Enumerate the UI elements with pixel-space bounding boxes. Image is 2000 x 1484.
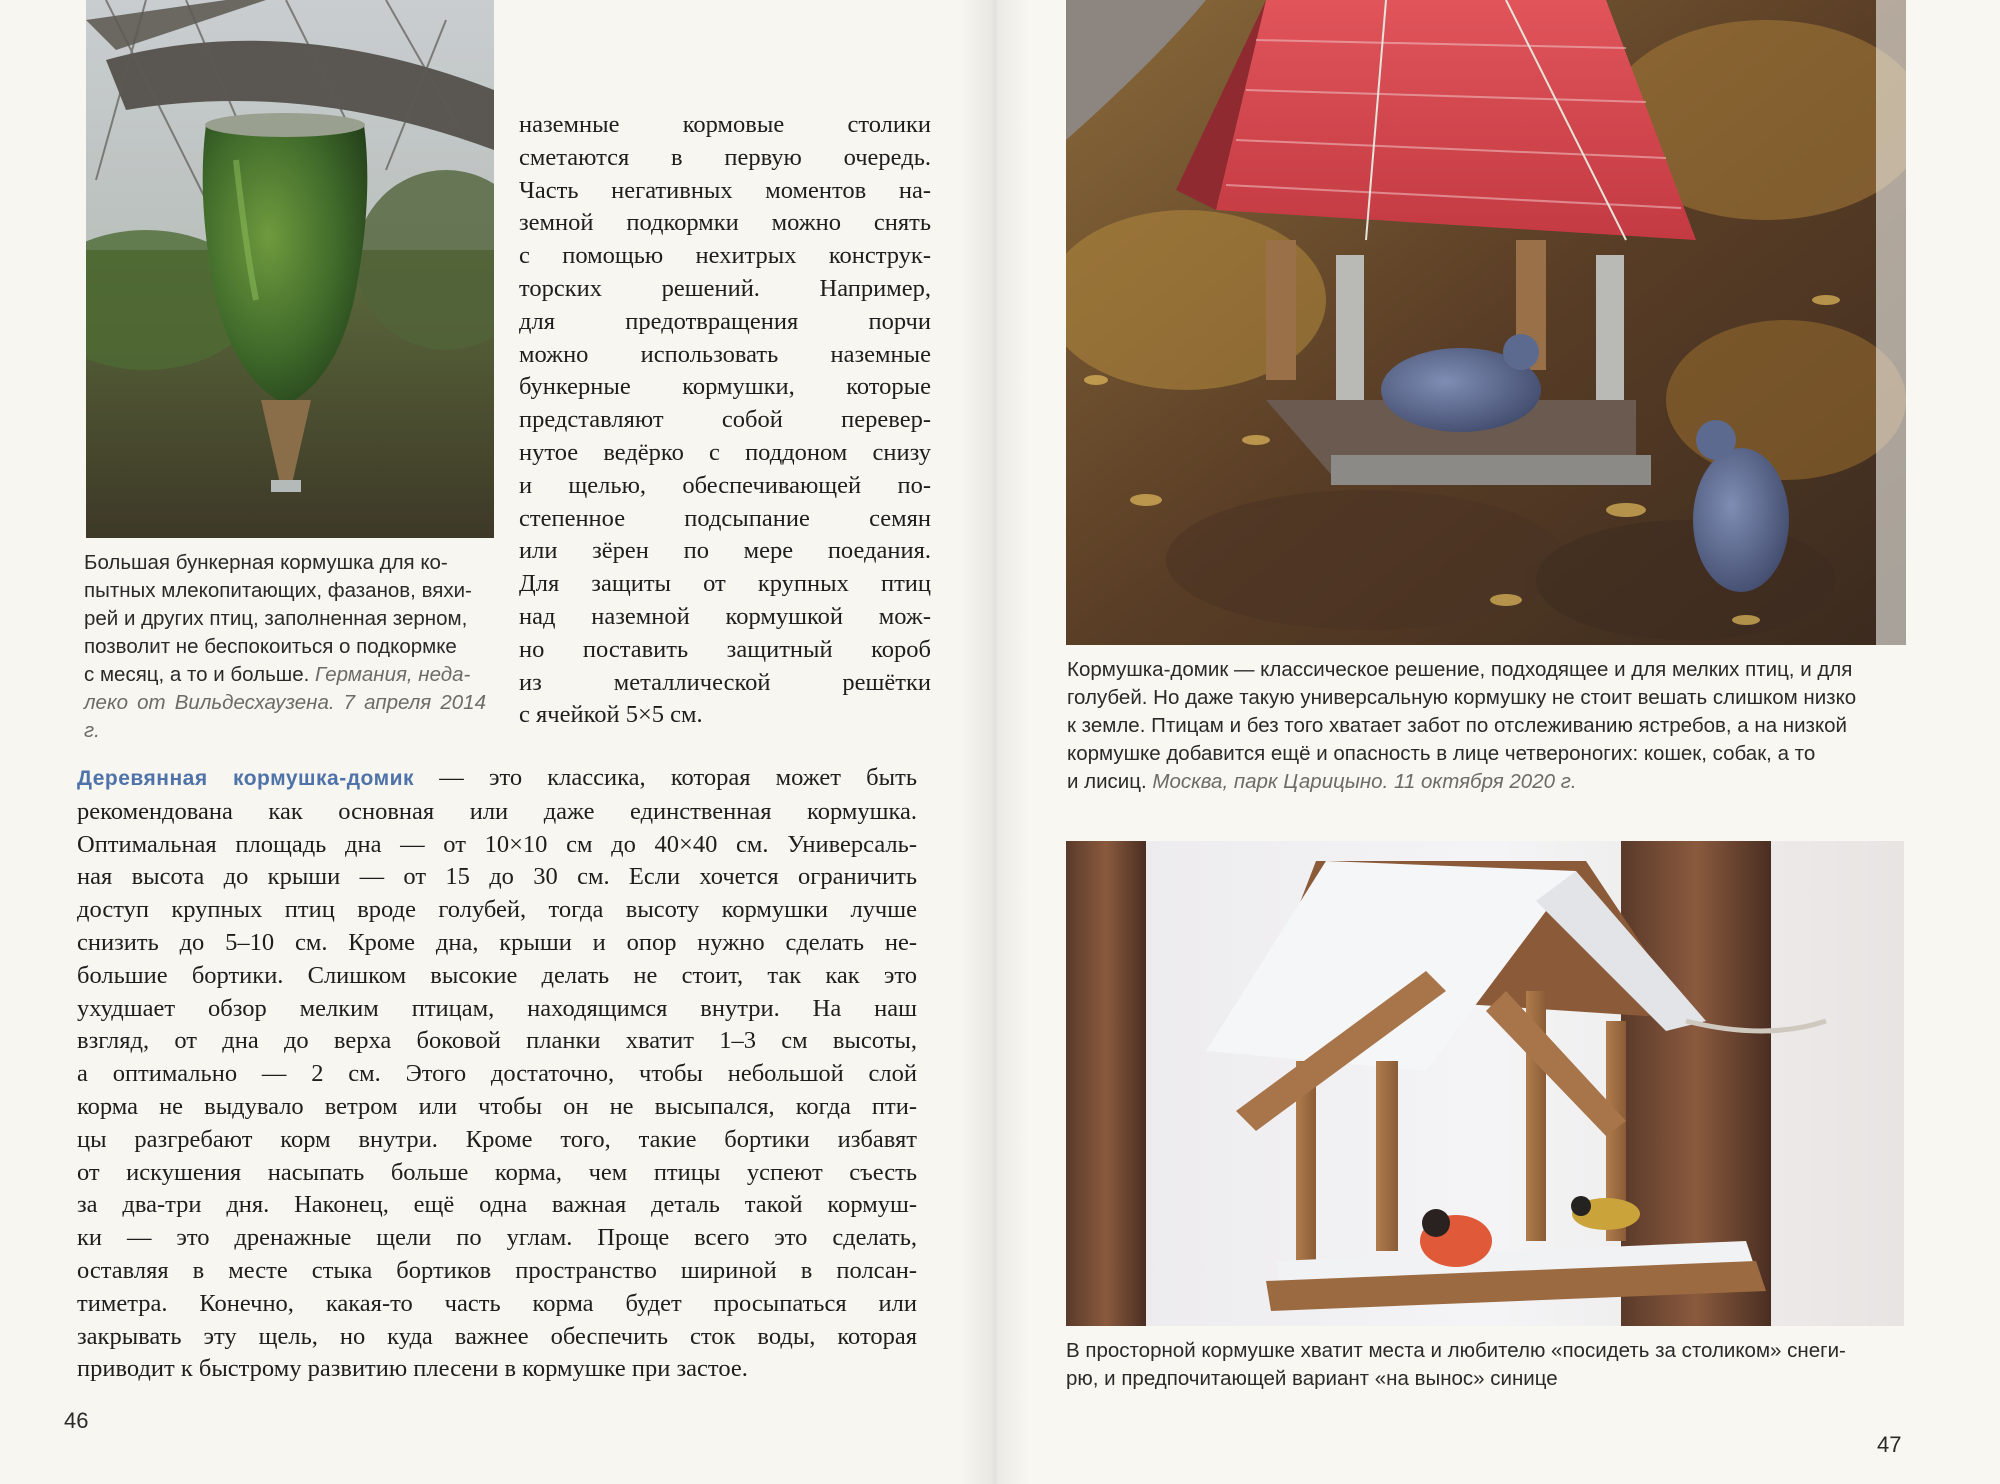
caption-line: В просторной кормушке хватит места и любителю «посидеть за столиком» снеги- — [1066, 1339, 1846, 1362]
page-number-right: 47 — [1877, 1432, 1902, 1457]
text-line: торских решений. Например, — [519, 274, 931, 302]
text-line: с ячейкой 5×5 см. — [519, 701, 703, 729]
page-number-left: 46 — [64, 1408, 89, 1433]
text-line: доступ крупных птиц вроде голубей, тогда высоту кормушки лучше — [77, 896, 917, 924]
text-line: за два-три дня. Наконец, ещё одна важная деталь такой кормуш- — [77, 1191, 917, 1219]
text-line: Часть негативных моментов на- — [519, 176, 931, 204]
text-line: из металлической решётки — [519, 668, 931, 696]
text-line: взгляд, от дна до верха боковой планки хватит 1–3 см высоты, — [77, 1027, 917, 1055]
text-line: наземные кормовые столики — [519, 111, 931, 138]
text-line: или зёрен по мере поедания. — [519, 537, 931, 565]
text-line: снизить до 5–10 см. Кроме дна, крыши и опор нужно сделать не- — [77, 928, 917, 956]
text-line: но поставить защитный короб — [519, 635, 931, 663]
caption-line: кормушке добавится ещё и опасность в лице четвероногих: кошек, собак, а то — [1067, 742, 1816, 765]
text-line: ухудшает обзор мелким птицам, находящимся внутри. На наш — [77, 994, 917, 1022]
text-line: приводит к быстрому развитию плесени в кормушке при застое. — [77, 1355, 748, 1383]
caption-line: рю, и предпочитающей вариант «на вынос» синице — [1066, 1367, 1558, 1390]
text-line-first — [77, 762, 917, 796]
red-roof-feeder-caption — [1067, 656, 1905, 796]
text-line: Для защиты от крупных птиц — [519, 570, 931, 598]
book-gutter — [960, 0, 1030, 1484]
main-paragraph — [77, 762, 917, 1386]
text-line: степенное подсыпание семян — [519, 504, 931, 532]
text-line: и щелью, обеспечивающей по- — [519, 471, 931, 499]
snowy-feeder-photo — [1066, 841, 1904, 1326]
caption-line — [84, 661, 486, 689]
text-line: нутое ведёрко с поддоном снизу — [519, 438, 931, 466]
term-tail: — это классика, которая может быть — [414, 764, 917, 791]
caption-place: Москва, парк Царицыно. 11 октября 2020 г. — [1146, 770, 1577, 793]
text-line: корма не выдувало ветром или чтобы он не высыпался, когда пти- — [77, 1092, 917, 1120]
caption-text: и лисиц. — [1067, 770, 1147, 793]
text-line: с помощью нехитрых конструк- — [519, 242, 931, 270]
caption-line: рей и других птиц, заполненная зерном, — [84, 607, 468, 630]
bucket-feeder-photo — [86, 0, 494, 538]
text-line: земной подкормки можно снять — [519, 209, 931, 237]
text-line: цы разгребают корм внутри. Кроме того, такие бортики избавят — [77, 1125, 917, 1153]
text-line: ки — это дренажные щели по углам. Проще всего это сделать, — [77, 1224, 917, 1252]
caption-line: к земле. Птицам и без того хватает забот по отслеживанию ястребов, а на низкой — [1067, 714, 1848, 737]
text-line: для предотвращения порчи — [519, 307, 931, 335]
caption-line: пытных млекопитающих, фазанов, вяхи- — [84, 579, 472, 602]
text-line: представляют собой перевер- — [519, 406, 931, 434]
text-line: сметаются в первую очередь. — [519, 143, 931, 171]
text-line: оставляя в месте стыка бортиков пространство шириной в полсан- — [77, 1256, 917, 1284]
text-line: над наземной кормушкой мож- — [519, 602, 931, 630]
caption-text: с месяц, а то и больше. — [84, 663, 310, 686]
caption-line — [1067, 768, 1905, 796]
red-roof-feeder-photo — [1066, 0, 1906, 645]
text-line: тиметра. Конечно, какая-то часть корма будет просыпаться или — [77, 1289, 917, 1317]
text-line: рекомендована как основная или даже единственная кормушка. — [77, 797, 917, 825]
text-line: ная высота до крыши — от 15 до 30 см. Если хочется ограничить — [77, 863, 917, 891]
bucket-feeder-caption — [84, 549, 486, 745]
caption-place-line: леко от Вильдесхаузена. 7 апреля 2014 г. — [84, 691, 486, 742]
column-text — [519, 109, 931, 732]
caption-place: Германия, неда- — [309, 663, 471, 686]
text-line: от искушения насыпать больше корма, чем птицы успеют съесть — [77, 1158, 917, 1186]
text-line: можно использовать наземные — [519, 340, 931, 368]
text-line: а оптимально — 2 см. Этого достаточно, чтобы небольшой слой — [77, 1060, 917, 1088]
text-line: большие бортики. Слишком высокие делать не стоит, так как это — [77, 961, 917, 989]
text-line: бункерные кормушки, которые — [519, 373, 931, 401]
snowy-feeder-caption — [1066, 1337, 1904, 1393]
caption-line: Кормушка-домик — классическое решение, подходящее и для мелких птиц, и для — [1067, 658, 1853, 681]
caption-line: позволит не беспокоиться о подкормке — [84, 635, 457, 658]
text-line: Оптимальная площадь дна — от 10×10 см до 40×40 см. Универсаль- — [77, 830, 917, 858]
term-heading: Деревянная кормушка-домик — [77, 767, 415, 790]
caption-line: Большая бункерная кормушка для ко- — [84, 551, 448, 574]
text-line: закрывать эту щель, но куда важнее обеспечить сток воды, которая — [77, 1322, 917, 1350]
caption-line: голубей. Но даже такую универсальную кормушку не стоит вешать слишком низко — [1067, 686, 1857, 709]
